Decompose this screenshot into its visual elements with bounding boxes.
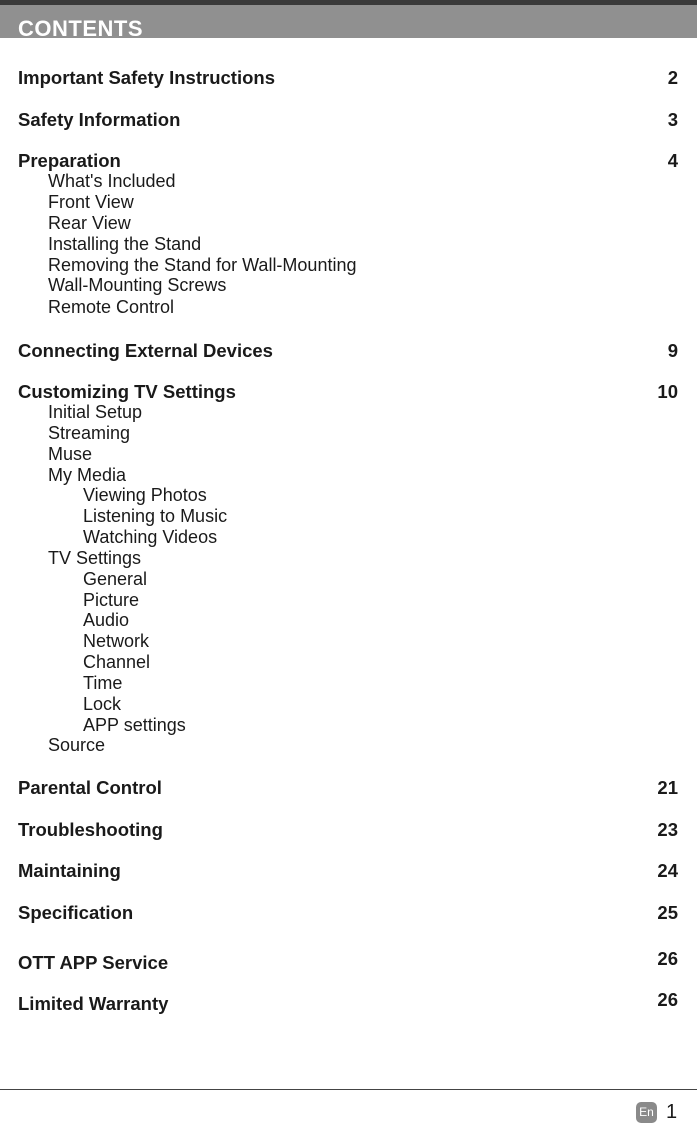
toc-entry-troubleshooting[interactable]	[0, 819, 697, 841]
toc-subsubitem[interactable]: Network	[83, 631, 150, 651]
toc-subitem[interactable]: Source	[48, 735, 106, 755]
toc-subitem[interactable]: Remote Control	[48, 297, 175, 317]
language-badge: En	[636, 1102, 657, 1123]
toc-subsubitem[interactable]: Channel	[83, 652, 151, 672]
page-number: 9	[667, 340, 678, 361]
toc-entry-connecting-devices[interactable]	[0, 340, 697, 362]
toc-subsubitem[interactable]: Time	[83, 673, 123, 693]
toc-subitem[interactable]: Initial Setup	[48, 402, 143, 422]
toc-subitem[interactable]: Streaming	[48, 423, 131, 443]
section-title: Important Safety Instructions	[18, 67, 275, 88]
section-title: Parental Control	[18, 777, 162, 798]
section-title: Customizing TV Settings	[18, 381, 236, 402]
page-number: 26	[657, 989, 678, 1010]
page-number: 3	[667, 109, 678, 130]
toc-subitem[interactable]: Wall-Mounting Screws	[48, 275, 227, 295]
toc-entry-specification[interactable]	[0, 902, 697, 924]
page-number: 25	[657, 902, 678, 923]
toc-entry-maintaining[interactable]	[0, 860, 697, 882]
toc-subsubitem[interactable]: Viewing Photos	[83, 485, 207, 505]
contents-header	[0, 5, 697, 41]
page-number: 2	[667, 67, 678, 88]
toc-subsubitem[interactable]: Audio	[83, 610, 130, 630]
page-number: 24	[657, 860, 678, 881]
section-title: Preparation	[18, 150, 121, 171]
page-number: 10	[657, 381, 678, 402]
footer-page-number: 1	[666, 1101, 678, 1123]
section-title: Specification	[18, 902, 134, 923]
toc-subitem[interactable]: Front View	[48, 192, 134, 212]
page-title: CONTENTS	[18, 16, 143, 41]
section-title: Limited Warranty	[18, 993, 169, 1014]
toc-entry-ott-app-service[interactable]	[0, 948, 697, 974]
section-title: Safety Information	[18, 109, 181, 130]
toc-subitem[interactable]: My Media	[48, 465, 127, 485]
toc-entry-safety-information[interactable]	[0, 109, 697, 131]
toc-subitem[interactable]: Muse	[48, 444, 93, 464]
toc-subitem[interactable]: Rear View	[48, 213, 131, 233]
toc-subitem[interactable]: What's Included	[48, 171, 176, 191]
toc-entry-important-safety[interactable]	[0, 67, 697, 89]
section-title: Maintaining	[18, 860, 121, 881]
toc-entry-customizing-tv[interactable]	[0, 381, 697, 403]
toc-subsubitem[interactable]: General	[83, 569, 148, 589]
section-title: Connecting External Devices	[18, 340, 273, 361]
toc-subsubitem[interactable]: Picture	[83, 590, 140, 610]
toc-subitem[interactable]: TV Settings	[48, 548, 142, 568]
toc-subsubitem[interactable]: Lock	[83, 694, 122, 714]
page-number: 23	[657, 819, 678, 840]
page-number: 21	[657, 777, 678, 798]
toc-subsubitem[interactable]: APP settings	[83, 715, 186, 735]
toc-entry-limited-warranty[interactable]	[0, 989, 697, 1015]
page-number: 26	[657, 948, 678, 969]
toc-subitem[interactable]: Installing the Stand	[48, 234, 202, 254]
footer-divider	[0, 1089, 697, 1090]
toc-subsubitem[interactable]: Listening to Music	[83, 506, 228, 526]
section-title: OTT APP Service	[18, 952, 169, 973]
section-title: Troubleshooting	[18, 819, 163, 840]
toc-entry-preparation[interactable]	[0, 150, 697, 172]
toc-subsubitem[interactable]: Watching Videos	[83, 527, 218, 547]
toc-subitem[interactable]: Removing the Stand for Wall-Mounting	[48, 255, 357, 275]
page-number: 4	[667, 150, 678, 171]
toc-entry-parental-control[interactable]	[0, 777, 697, 799]
